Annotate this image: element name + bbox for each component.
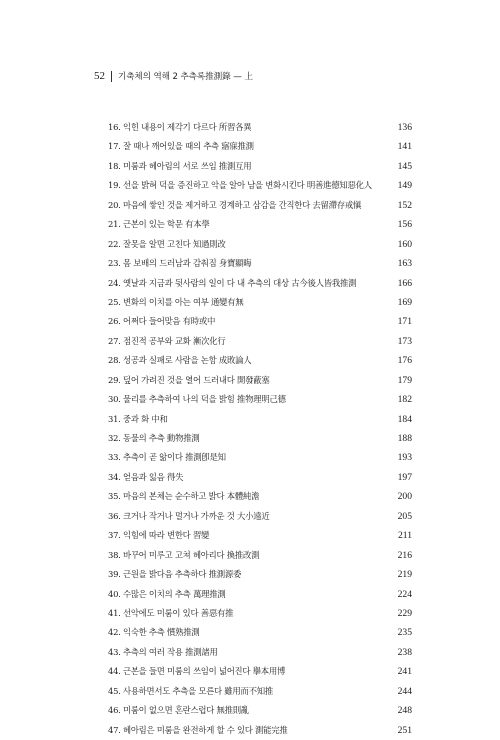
toc-entry-title: 42. 익숙한 추측 慣熟推測 — [108, 627, 200, 638]
toc-entry — [108, 351, 412, 370]
toc-entry-title: 16. 익힌 내용이 제각기 다르다 所習各異 — [108, 122, 252, 132]
toc-entry-title: 35. 마음의 본체는 순수하고 밝다 本體純澹 — [108, 491, 260, 502]
toc-entry — [108, 371, 412, 390]
toc-entry-title: 32. 동물의 추측 動物推測 — [108, 433, 200, 443]
toc-entry — [108, 701, 412, 720]
toc-entry — [108, 137, 412, 156]
toc-entry-title: 28. 성공과 실패로 사람을 논함 成敗論人 — [108, 355, 252, 366]
toc-entry-title: 22. 잘못을 알면 고친다 知過則改 — [108, 238, 226, 249]
running-head-title: 기축체의 역해 2 추측록推測錄 — 上 — [118, 72, 253, 82]
toc-entry-page: 163 — [397, 258, 412, 270]
toc-entry — [108, 468, 412, 487]
toc-entry-title: 39. 근원을 밝다음 추측하다 推測源委 — [108, 569, 242, 580]
toc-entry-title: 19. 선을 밝혀 덕을 증진하고 악을 알아 남을 변화시킨다 明善進德知惡化人 — [108, 180, 372, 191]
toc-entry-page: 241 — [397, 666, 412, 678]
toc-entry — [108, 332, 412, 351]
toc-entry-title: 36. 크거나 작거나 멀거나 가까운 것 大小遠近 — [108, 510, 270, 521]
toc-entry-title: 41. 선악에도 미룸이 있다 善惡有推 — [108, 607, 234, 618]
toc-entry-page: 141 — [397, 141, 412, 153]
toc-entry-title: 23. 몸 보배의 드러남과 감춰짐 身寶顯晦 — [108, 258, 252, 269]
toc-entry-page: 173 — [397, 335, 412, 347]
toc-entry-page: 171 — [397, 316, 412, 328]
header-divider — [111, 71, 112, 82]
toc-entry-page: 235 — [397, 627, 412, 639]
table-of-contents — [108, 118, 412, 740]
toc-entry-page: 205 — [397, 510, 412, 522]
toc-entry — [108, 157, 412, 176]
toc-entry — [108, 448, 412, 467]
toc-entry — [108, 721, 412, 740]
toc-entry-title: 21. 근본이 있는 학문 有本學 — [108, 219, 210, 230]
toc-entry — [108, 585, 412, 604]
toc-entry-title: 27. 점진적 공부와 교화 漸次化行 — [108, 335, 226, 346]
toc-entry — [108, 390, 412, 409]
toc-entry — [108, 429, 412, 448]
toc-entry — [108, 682, 412, 701]
toc-entry-title: 18. 미룸과 헤아림의 서로 쓰임 推測互用 — [108, 160, 252, 171]
toc-entry-title: 45. 사용하면서도 추측을 모른다 雖用而不知推 — [108, 685, 274, 696]
toc-entry-title: 43. 추측의 여러 작용 推測諸用 — [108, 646, 218, 657]
toc-entry-title: 46. 미룸이 없으면 혼란스럽다 無推則亂 — [108, 705, 249, 716]
toc-entry-title: 24. 옛날과 지금과 뒷사람의 일이 다 내 추측의 대상 古今後人皆我推測 — [108, 277, 357, 288]
toc-entry — [108, 487, 412, 506]
toc-entry-title: 31. 중과 화 中和 — [108, 413, 168, 424]
toc-entry-page: 238 — [397, 646, 412, 658]
toc-entry-title: 47. 헤아림은 미룸을 완전하게 할 수 있다 測能完推 — [108, 724, 288, 735]
toc-entry-title: 37. 익힘에 따라 변한다 習變 — [108, 530, 210, 541]
toc-entry — [108, 274, 412, 293]
toc-entry-page: 193 — [397, 452, 412, 464]
toc-entry — [108, 410, 412, 429]
toc-entry-page: 152 — [397, 199, 412, 211]
toc-entry-title: 30. 물리를 추측하여 나의 덕을 밝힘 推物理明己德 — [108, 394, 286, 405]
toc-entry-page: 166 — [397, 277, 412, 289]
toc-entry — [108, 643, 412, 662]
toc-entry — [108, 526, 412, 545]
toc-entry-page: 176 — [397, 355, 412, 367]
toc-entry — [108, 565, 412, 584]
toc-entry — [108, 235, 412, 254]
toc-entry-page: 160 — [397, 238, 412, 250]
toc-entry-page: 145 — [397, 160, 412, 172]
toc-entry — [108, 196, 412, 215]
toc-entry-title: 33. 추측이 곧 앎이다 推測卽是知 — [108, 452, 226, 463]
toc-entry-page: 244 — [397, 685, 412, 697]
toc-entry — [108, 215, 412, 234]
toc-entry-page: 229 — [397, 607, 412, 619]
toc-entry-page: 156 — [397, 219, 412, 231]
toc-entry-page: 179 — [397, 374, 412, 386]
toc-entry-title: 26. 어쩌다 들어맞음 有時或中 — [108, 316, 216, 327]
toc-entry — [108, 546, 412, 565]
toc-entry-title: 34. 얻음과 잃음 得失 — [108, 471, 184, 482]
toc-entry — [108, 604, 412, 623]
page-number: 52 — [94, 70, 105, 82]
toc-entry-page: 224 — [397, 588, 412, 600]
toc-entry-page: 182 — [397, 394, 412, 406]
toc-entry — [108, 293, 412, 312]
toc-entry — [108, 118, 412, 137]
toc-entry — [108, 312, 412, 331]
toc-entry-title: 25. 변화의 이치를 아는 여부 通變有無 — [108, 296, 244, 307]
toc-entry — [108, 254, 412, 273]
toc-entry-title: 29. 덮어 가려진 것을 열어 드러내다 開發蔽塞 — [108, 374, 270, 385]
running-header — [94, 70, 253, 82]
toc-entry-title: 17. 잘 때나 깨어있을 때의 추측 寤寐推測 — [108, 141, 254, 152]
toc-entry-page: 251 — [397, 724, 412, 736]
toc-entry-page: 184 — [397, 413, 412, 425]
toc-entry-page: 248 — [397, 705, 412, 717]
toc-entry-page: 211 — [397, 530, 412, 542]
toc-entry — [108, 507, 412, 526]
toc-entry-page: 216 — [397, 549, 412, 561]
toc-entry-page: 219 — [397, 569, 412, 581]
toc-entry — [108, 662, 412, 681]
toc-entry-title: 20. 마음에 쌓인 것을 제거하고 경계하고 삼감을 간직한다 去留滯存戒愼 — [108, 199, 362, 210]
toc-entry — [108, 623, 412, 642]
toc-entry — [108, 176, 412, 195]
toc-entry-title: 38. 바꾸어 미루고 고쳐 헤아리다 換推改測 — [108, 549, 260, 560]
toc-entry-title: 44. 근본을 들면 미룸의 쓰임이 넓어진다 擧本用博 — [108, 666, 286, 677]
toc-entry-page: 136 — [397, 122, 412, 133]
toc-entry-page: 188 — [397, 433, 412, 444]
toc-entry-page: 169 — [397, 296, 412, 308]
toc-entry-page: 197 — [397, 471, 412, 483]
toc-entry-page: 200 — [397, 491, 412, 503]
toc-entry-title: 40. 수많은 이치의 추측 萬理推測 — [108, 588, 226, 599]
toc-entry-page: 149 — [397, 180, 412, 192]
